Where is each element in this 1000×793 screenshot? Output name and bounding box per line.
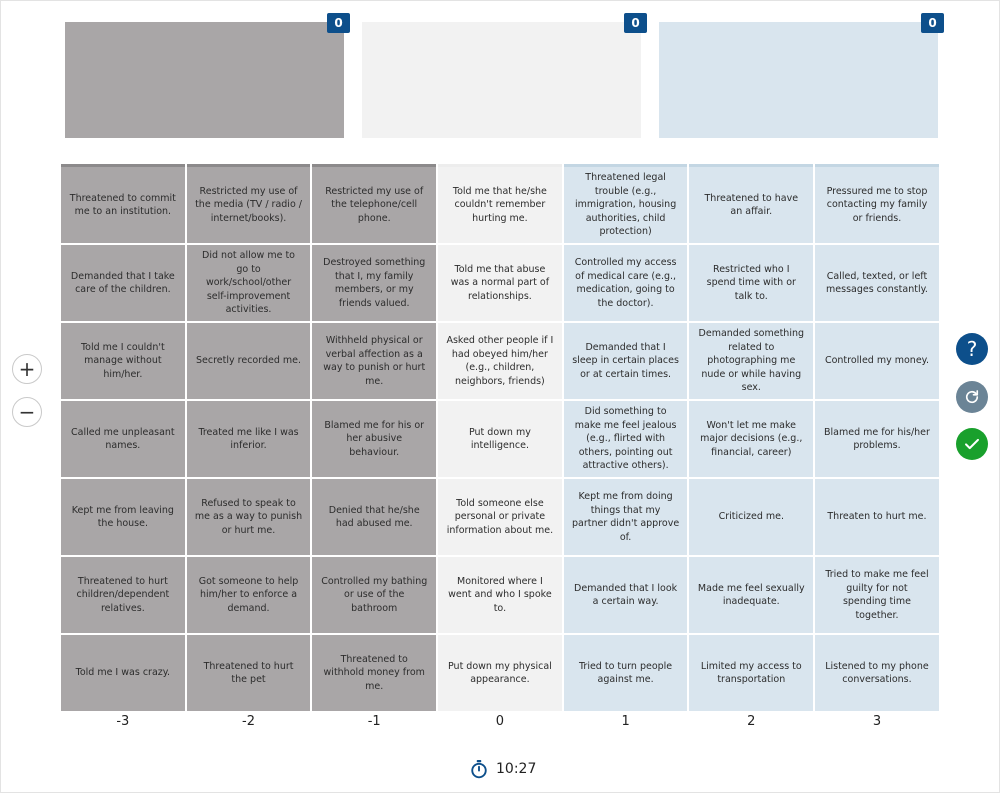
question-icon: ? [966,337,978,361]
statement-card[interactable]: Did something to make me feel jealous (e.g., flirted with others, pointing out attractive others). [564,401,688,477]
statement-card[interactable]: Controlled my bathing or use of the bathroom [312,557,436,633]
statement-card[interactable]: Told me that abuse was a normal part of relationships. [438,245,562,321]
statement-card[interactable]: Treated me like I was inferior. [187,401,311,477]
score-label: 1 [621,714,630,729]
score-label: -3 [116,714,130,729]
statement-card[interactable]: Demanded that I sleep in certain places or at certain times. [564,323,688,399]
grid-column [815,164,939,711]
statement-card[interactable]: Tried to turn people against me. [564,635,688,711]
grid-columns [61,164,939,711]
statement-card[interactable]: Called, texted, or left messages constantly. [815,245,939,321]
statement-card[interactable]: Refused to speak to me as a way to punish or hurt me. [187,479,311,555]
drop-zone-positive[interactable] [659,16,938,138]
grid-column [564,164,688,711]
statement-card[interactable]: Limited my access to transportation [689,635,813,711]
statement-card[interactable]: Won't let me make major decisions (e.g., financial, career) [689,401,813,477]
zone-count-badge: 0 [327,13,350,33]
statement-card[interactable]: Destroyed something that I, my family members, or my friends valued. [312,245,436,321]
statement-card[interactable]: Kept me from leaving the house. [61,479,185,555]
statement-card[interactable]: Withheld physical or verbal affection as a way to punish or hurt me. [312,323,436,399]
statement-card[interactable]: Kept me from doing things that my partner didn't approve of. [564,479,688,555]
statement-card[interactable]: Demanded that I look a certain way. [564,557,688,633]
statement-card[interactable]: Told me I was crazy. [61,635,185,711]
submit-button[interactable] [956,428,988,460]
grid-column [187,164,311,711]
score-label: 0 [495,714,505,729]
statement-card[interactable]: Secretly recorded me. [187,323,311,399]
statement-card[interactable]: Threaten to hurt me. [815,479,939,555]
statement-card[interactable]: Monitored where I went and who I spoke to. [438,557,562,633]
statement-card[interactable]: Threatened to have an affair. [689,167,813,243]
reset-button[interactable] [956,381,988,413]
statement-card[interactable]: Demanded that I take care of the children. [61,245,185,321]
statement-card[interactable]: Demanded something related to photographing me nude or while having sex. [689,323,813,399]
statement-card[interactable]: Denied that he/she had abused me. [312,479,436,555]
score-label: 2 [747,714,756,729]
timer-value: 10:27 [496,761,537,777]
timer [470,759,536,779]
score-label: -2 [242,714,256,729]
statement-card[interactable]: Threatened legal trouble (e.g., immigration, housing authorities, child protection) [564,167,688,243]
grid-column [312,164,436,711]
drop-zone-neutral[interactable] [362,16,641,138]
statement-card[interactable]: Blamed me for his or her abusive behaviour. [312,401,436,477]
help-button[interactable] [956,333,988,365]
statement-card[interactable]: Tried to make me feel guilty for not spending time together. [815,557,939,633]
statement-card[interactable]: Criticized me. [689,479,813,555]
statement-card[interactable]: Listened to my phone conversations. [815,635,939,711]
grid-column [438,164,562,711]
score-labels [61,713,939,731]
statement-card[interactable]: Put down my intelligence. [438,401,562,477]
zoom-in-button[interactable] [12,354,42,384]
statement-card[interactable]: Called me unpleasant names. [61,401,185,477]
check-icon [963,435,981,453]
statement-card[interactable]: Threatened to hurt the pet [187,635,311,711]
statement-card[interactable]: Restricted my use of the media (TV / radio / internet/books). [187,167,311,243]
score-label: -1 [367,714,381,729]
statement-card[interactable]: Blamed me for his/her problems. [815,401,939,477]
statement-card[interactable]: Made me feel sexually inadequate. [689,557,813,633]
zone-count-badge: 0 [921,13,944,33]
stopwatch-icon [470,759,488,779]
statement-card[interactable]: Controlled my access of medical care (e.g., medication, going to the doctor). [564,245,688,321]
grid-column [689,164,813,711]
drop-zone-negative[interactable] [65,16,344,138]
minus-icon: − [18,400,36,424]
statement-card[interactable]: Controlled my money. [815,323,939,399]
statement-card[interactable]: Threatened to hurt children/dependent relatives. [61,557,185,633]
statement-card[interactable]: Threatened to withhold money from me. [312,635,436,711]
statement-card[interactable]: Told me that he/she couldn't remember hurting me. [438,167,562,243]
plus-icon: + [18,357,36,381]
refresh-icon [963,388,981,406]
statement-card[interactable]: Told someone else personal or private information about me. [438,479,562,555]
zone-count-badge: 0 [624,13,647,33]
grid-column [61,164,185,711]
statement-card[interactable]: Put down my physical appearance. [438,635,562,711]
statement-card[interactable]: Pressured me to stop contacting my family or friends. [815,167,939,243]
sort-grid [61,164,939,731]
zoom-out-button[interactable] [12,397,42,427]
statement-card[interactable]: Asked other people if I had obeyed him/her (e.g., children, neighbors, friends) [438,323,562,399]
statement-card[interactable]: Restricted who I spend time with or talk to. [689,245,813,321]
score-label: 3 [872,714,882,729]
statement-card[interactable]: Told me I couldn't manage without him/her. [61,323,185,399]
statement-card[interactable]: Got someone to help him/her to enforce a demand. [187,557,311,633]
statement-card[interactable]: Did not allow me to go to work/school/other self-improvement activities. [187,245,311,321]
statement-card[interactable]: Threatened to commit me to an institution. [61,167,185,243]
statement-card[interactable]: Restricted my use of the telephone/cell phone. [312,167,436,243]
